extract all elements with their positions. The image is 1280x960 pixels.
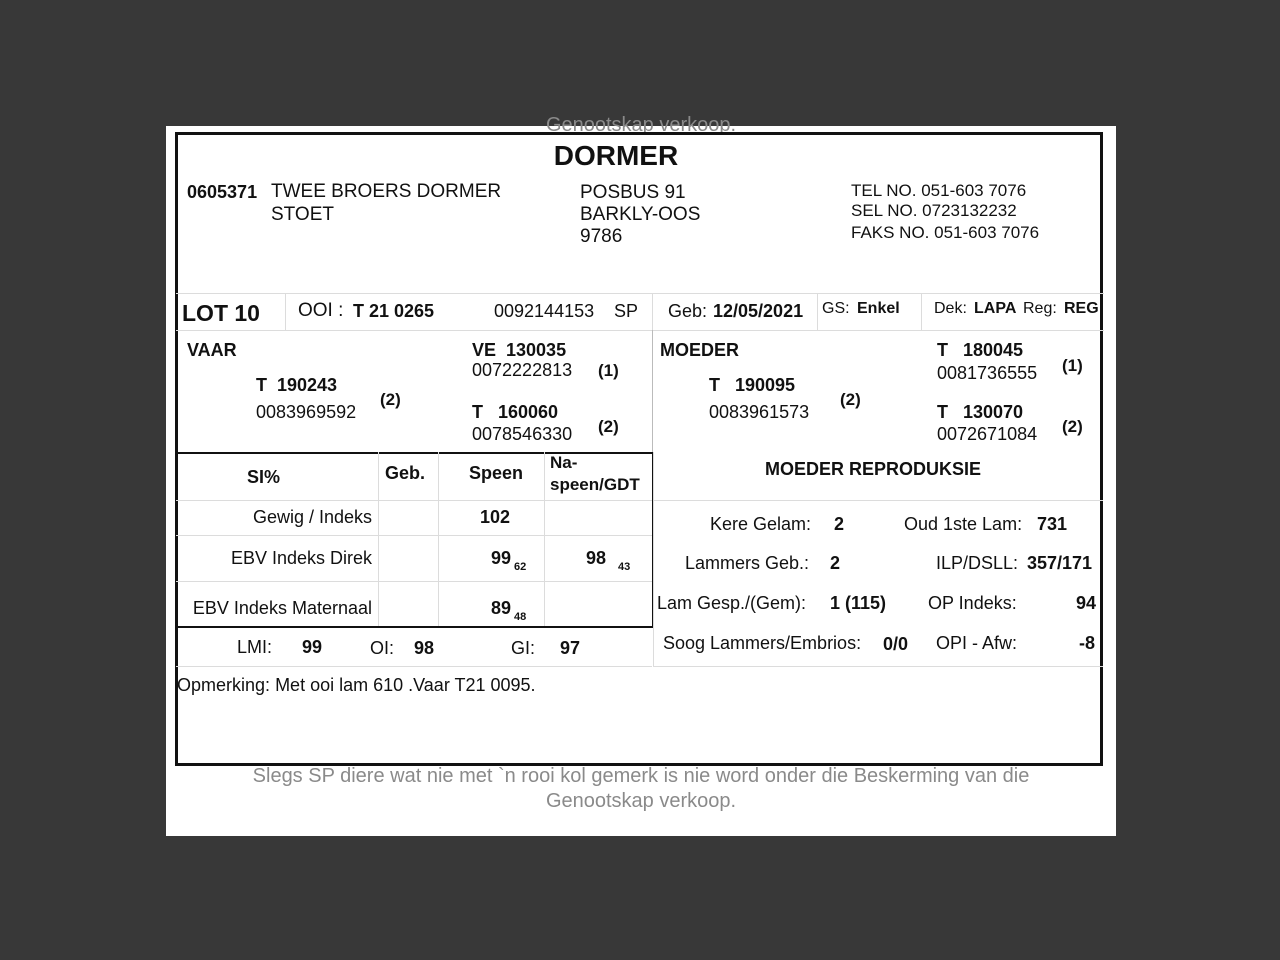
vaar-sire-number: 0072222813 bbox=[472, 360, 573, 380]
si-header-si: SI% bbox=[247, 467, 281, 487]
ooi-label: OOI : bbox=[298, 300, 344, 321]
registration-number: 0092144153 bbox=[494, 301, 595, 321]
kere-gelam-label: Kere Gelam: bbox=[710, 514, 812, 534]
lmi-value: 99 bbox=[302, 637, 323, 657]
kere-gelam-value: 2 bbox=[834, 514, 845, 534]
dek-label: Dek: bbox=[934, 300, 967, 317]
moeder-dam-number: 0072671084 bbox=[937, 424, 1038, 444]
moeder-label: MOEDER bbox=[660, 340, 740, 360]
catalog-sheet bbox=[166, 114, 1116, 836]
geb-value: 12/05/2021 bbox=[713, 301, 804, 321]
vaar-sire-id: VE 130035 bbox=[472, 340, 567, 360]
reg-value: REG bbox=[1064, 300, 1099, 317]
pedigree-divider bbox=[652, 330, 653, 452]
si-row-gewig-label: Gewig / Indeks bbox=[252, 507, 372, 527]
gi-label: GI: bbox=[511, 638, 536, 658]
geb-label: Geb: bbox=[668, 301, 708, 321]
si-header-speen-gdt: speen/GDT bbox=[550, 475, 640, 494]
moeder-number: 0083961573 bbox=[709, 402, 810, 422]
gi-value: 97 bbox=[560, 638, 581, 658]
si-header-na: Na- bbox=[550, 453, 578, 472]
si-row-direk-naspeen: 98 $_{43}$ bbox=[586, 548, 631, 573]
si-row-maternaal-speen: 89 $_{48}$ bbox=[491, 598, 527, 623]
status-sp: SP bbox=[614, 301, 639, 321]
breeder-id: 0605371 bbox=[187, 182, 258, 202]
lam-gesp-value: 1 (115) bbox=[830, 593, 887, 613]
si-header-geb: Geb. bbox=[385, 463, 426, 483]
footer-line2: Genootskap verkoop. bbox=[545, 790, 737, 812]
ooi-value: T 21 0265 bbox=[353, 301, 435, 321]
lot-row-top-rule bbox=[176, 293, 1104, 294]
si-col-divider-2 bbox=[438, 452, 439, 626]
reg-label: Reg: bbox=[1023, 300, 1057, 317]
opi-value: -8 bbox=[1079, 633, 1096, 653]
dek-value: LAPA bbox=[974, 300, 1017, 317]
address-line3: 9786 bbox=[580, 226, 623, 247]
vaar-dam-grade: (2) bbox=[598, 417, 619, 436]
ilp-label: ILP/DSLL: bbox=[936, 553, 1019, 573]
lammers-geb-value: 2 bbox=[830, 553, 841, 573]
lot-row-bottom-rule bbox=[176, 330, 1104, 331]
op-indeks-label: OP Indeks: bbox=[928, 593, 1017, 613]
address-line1: POSBUS 91 bbox=[580, 182, 686, 203]
remark-line bbox=[177, 675, 536, 696]
si-row-rule-3 bbox=[176, 581, 652, 582]
oi-label: OI: bbox=[370, 638, 395, 658]
lot-label: LOT 10 bbox=[182, 300, 260, 326]
vaar-grade: (2) bbox=[380, 390, 401, 409]
indices-bottom-rule bbox=[176, 666, 652, 667]
si-row-direk-label: EBV Indeks Direk bbox=[230, 548, 372, 568]
tel-number: TEL NO. 051-603 7076 bbox=[851, 181, 1027, 200]
si-col-divider-1 bbox=[378, 452, 379, 626]
vaar-number: 0083969592 bbox=[256, 402, 357, 422]
lot-divider-2 bbox=[652, 293, 653, 331]
lammers-geb-label: Lammers Geb.: bbox=[685, 553, 810, 573]
oi-value: 98 bbox=[414, 638, 435, 658]
si-header-speen: Speen bbox=[469, 463, 524, 483]
vaar-sire-grade: (1) bbox=[598, 361, 619, 380]
op-indeks-value: 94 bbox=[1076, 593, 1097, 613]
moeder-sire-number: 0081736555 bbox=[937, 363, 1038, 383]
oud-value: 731 bbox=[1037, 514, 1068, 534]
gs-label: GS: bbox=[822, 300, 850, 317]
remark-text: Met ooi lam 610 .Vaar T21 0095. bbox=[275, 675, 536, 695]
repro-title-rule bbox=[653, 500, 1103, 501]
sel-number: SEL NO. 0723132232 bbox=[851, 201, 1017, 220]
moeder-sire-grade: (1) bbox=[1062, 356, 1083, 375]
lmi-label: LMI: bbox=[237, 637, 273, 657]
si-row-maternaal-label: EBV Indeks Maternaal bbox=[192, 598, 372, 618]
opi-label: OPI - Afw: bbox=[936, 633, 1018, 653]
top-cut-text: Genootskap verkoop. bbox=[545, 114, 737, 136]
si-col-divider-3 bbox=[544, 452, 545, 626]
soog-label: Soog Lammers/Embrios: bbox=[663, 633, 862, 653]
soog-value: 0/0 bbox=[883, 634, 909, 654]
gs-value: Enkel bbox=[857, 300, 900, 317]
vaar-dam-number: 0078546330 bbox=[472, 424, 573, 444]
vaar-label: VAAR bbox=[187, 340, 237, 360]
lot-divider-1 bbox=[285, 293, 286, 331]
lot-divider-4 bbox=[921, 293, 922, 331]
address-line2: BARKLY-OOS bbox=[580, 204, 701, 225]
si-row-rule-2 bbox=[176, 535, 652, 536]
repro-bottom-rule bbox=[653, 666, 1103, 667]
moeder-dam-id: T 130070 bbox=[937, 402, 1024, 422]
si-row-gewig-speen: 102 bbox=[480, 507, 511, 527]
ilp-value: 357/171 bbox=[1027, 553, 1093, 573]
breeder-name-line2: STOET bbox=[271, 204, 334, 225]
si-row-direk-speen: 99 $_{62}$ bbox=[491, 548, 527, 573]
moeder-sire-id: T 180045 bbox=[937, 340, 1024, 360]
remark-label: Opmerking: bbox=[177, 675, 271, 695]
moeder-dam-grade: (2) bbox=[1062, 417, 1083, 436]
vaar-id: T 190243 bbox=[256, 375, 338, 395]
repro-divider bbox=[653, 452, 654, 666]
repro-title: MOEDER REPRODUKSIE bbox=[764, 459, 982, 479]
moeder-id: T 190095 bbox=[709, 375, 796, 395]
lot-divider-3 bbox=[817, 293, 818, 331]
moeder-grade: (2) bbox=[840, 390, 861, 409]
breed-title: DORMER bbox=[553, 140, 679, 171]
vaar-dam-id: T 160060 bbox=[472, 402, 559, 422]
faks-number: FAKS NO. 051-603 7076 bbox=[851, 223, 1040, 242]
oud-label: Oud 1ste Lam: bbox=[904, 514, 1023, 534]
breeder-name-line1: TWEE BROERS DORMER bbox=[271, 181, 502, 202]
lam-gesp-label: Lam Gesp./(Gem): bbox=[657, 593, 807, 613]
footer-line1: Slegs SP diere wat nie met `n rooi kol gemerk is nie word onder die Beskerming van die bbox=[252, 765, 1030, 787]
si-row-rule-1 bbox=[176, 500, 652, 501]
